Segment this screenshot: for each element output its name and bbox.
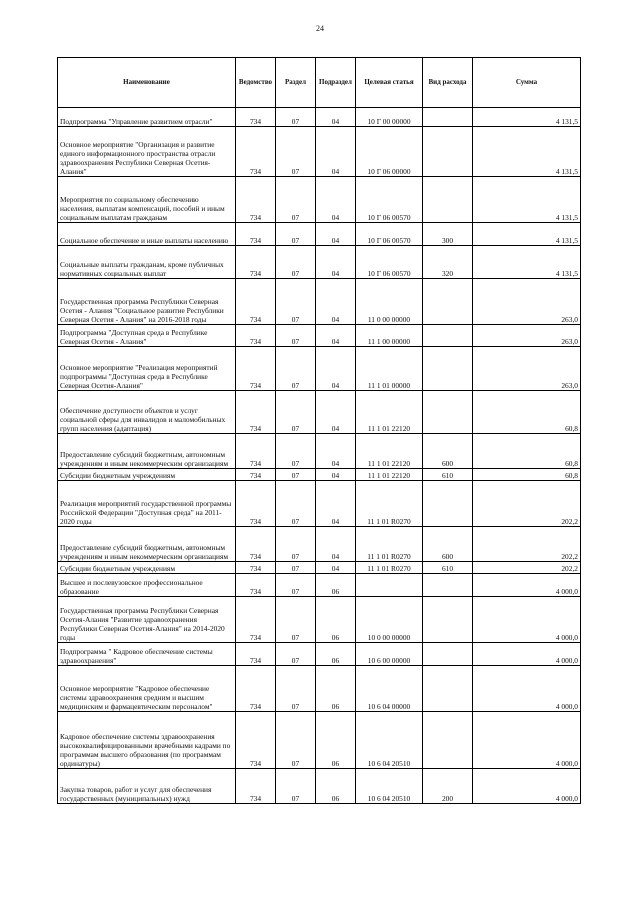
table-row <box>58 527 581 562</box>
column-header-department: Ведомство <box>236 58 276 108</box>
cell-department: 734 <box>236 597 276 643</box>
cell-section: 07 <box>276 643 316 666</box>
cell-target-article: 11 0 00 00000 <box>356 279 423 325</box>
cell-sum: 4 000,0 <box>473 712 581 769</box>
cell-department: 734 <box>236 712 276 769</box>
cell-sum: 263,0 <box>473 279 581 325</box>
cell-sum: 60,8 <box>473 469 581 481</box>
cell-name: Обеспечение доступности объектов и услуг социальной сферы для инвалидов и маломобильных групп населения (адаптация) <box>58 391 236 434</box>
cell-target-article: 11 1 01 R0270 <box>356 562 423 574</box>
cell-sum: 202,2 <box>473 527 581 562</box>
cell-name: Реализация мероприятий государственной программы Российской Федерации "Доступная среда" на 2011-2020 годы <box>58 481 236 527</box>
cell-target-article: 11 1 01 22120 <box>356 469 423 481</box>
cell-name: Подпрограмма "Доступная среда в Республике Северная Осетия - Алания" <box>58 325 236 347</box>
cell-department: 734 <box>236 562 276 574</box>
table-row <box>58 643 581 666</box>
cell-department: 734 <box>236 347 276 391</box>
cell-subsection: 04 <box>316 481 356 527</box>
cell-department: 734 <box>236 325 276 347</box>
cell-sum: 4 131,5 <box>473 223 581 246</box>
cell-section: 07 <box>276 712 316 769</box>
cell-sum: 60,8 <box>473 391 581 434</box>
cell-department: 734 <box>236 469 276 481</box>
cell-subsection: 04 <box>316 246 356 279</box>
cell-sum: 4 000,0 <box>473 574 581 597</box>
cell-sum: 60,8 <box>473 434 581 469</box>
table-row <box>58 347 581 391</box>
cell-sum: 4 131,5 <box>473 246 581 279</box>
table-row <box>58 481 581 527</box>
cell-name: Основное мероприятие "Реализация мероприятий подпрограммы "Доступная среда в Республике Северная Осетия-Алания" <box>58 347 236 391</box>
cell-expense-type <box>423 108 473 127</box>
cell-name: Субсидии бюджетным учреждениям <box>58 562 236 574</box>
cell-sum: 4 000,0 <box>473 769 581 804</box>
cell-section: 07 <box>276 574 316 597</box>
cell-subsection: 06 <box>316 666 356 712</box>
cell-section: 07 <box>276 127 316 177</box>
cell-department: 734 <box>236 127 276 177</box>
cell-section: 07 <box>276 481 316 527</box>
cell-sum: 263,0 <box>473 325 581 347</box>
cell-department: 734 <box>236 223 276 246</box>
cell-expense-type <box>423 481 473 527</box>
cell-expense-type: 600 <box>423 527 473 562</box>
cell-name: Социальные выплаты гражданам, кроме публичных нормативных социальных выплат <box>58 246 236 279</box>
cell-subsection: 06 <box>316 597 356 643</box>
cell-section: 07 <box>276 434 316 469</box>
cell-expense-type <box>423 391 473 434</box>
cell-section: 07 <box>276 279 316 325</box>
table-row <box>58 127 581 177</box>
cell-name: Субсидии бюджетным учреждениям <box>58 469 236 481</box>
table-row <box>58 177 581 223</box>
table-row <box>58 279 581 325</box>
cell-target-article <box>356 574 423 597</box>
cell-name: Подпрограмма "Управление развитием отрасли" <box>58 108 236 127</box>
cell-expense-type <box>423 574 473 597</box>
cell-subsection: 06 <box>316 574 356 597</box>
cell-target-article: 11 1 00 00000 <box>356 325 423 347</box>
cell-section: 07 <box>276 666 316 712</box>
cell-target-article: 11 1 01 00000 <box>356 347 423 391</box>
cell-expense-type <box>423 666 473 712</box>
cell-expense-type: 300 <box>423 223 473 246</box>
cell-subsection: 06 <box>316 643 356 666</box>
cell-section: 07 <box>276 177 316 223</box>
cell-expense-type: 610 <box>423 562 473 574</box>
cell-expense-type <box>423 325 473 347</box>
table-row <box>58 434 581 469</box>
cell-target-article: 10 Г 06 00570 <box>356 246 423 279</box>
cell-expense-type <box>423 597 473 643</box>
cell-department: 734 <box>236 108 276 127</box>
cell-expense-type: 320 <box>423 246 473 279</box>
cell-department: 734 <box>236 279 276 325</box>
cell-subsection: 04 <box>316 177 356 223</box>
cell-department: 734 <box>236 481 276 527</box>
cell-name: Государственная программа Республики Северная Осетия-Алания "Развитие здравоохранения Республики Северная Осетия-Алания" на 2014-2020 годы <box>58 597 236 643</box>
cell-section: 07 <box>276 108 316 127</box>
cell-section: 07 <box>276 325 316 347</box>
cell-target-article: 10 Г 06 00570 <box>356 223 423 246</box>
cell-sum: 4 000,0 <box>473 643 581 666</box>
table-row <box>58 223 581 246</box>
cell-target-article: 11 1 01 R0270 <box>356 481 423 527</box>
column-header-subsection: Подраздел <box>316 58 356 108</box>
cell-name: Высшее и послевузовское профессиональное образование <box>58 574 236 597</box>
cell-subsection: 04 <box>316 434 356 469</box>
cell-department: 734 <box>236 574 276 597</box>
cell-subsection: 04 <box>316 279 356 325</box>
cell-expense-type: 200 <box>423 769 473 804</box>
table-row <box>58 325 581 347</box>
cell-name: Основное мероприятие "Кадровое обеспечение системы здравоохранения средним и высшим медицинским и фармацевтическим персоналом" <box>58 666 236 712</box>
budget-table <box>57 57 581 804</box>
column-header-section: Раздел <box>276 58 316 108</box>
cell-department: 734 <box>236 391 276 434</box>
cell-department: 734 <box>236 177 276 223</box>
cell-department: 734 <box>236 666 276 712</box>
cell-sum: 4 131,5 <box>473 177 581 223</box>
cell-section: 07 <box>276 527 316 562</box>
cell-section: 07 <box>276 391 316 434</box>
cell-subsection: 06 <box>316 712 356 769</box>
cell-sum: 202,2 <box>473 562 581 574</box>
cell-name: Основное мероприятие "Организация и развитие единого информационного пространства отрасли здравоохранения Республики Северная Осетия-Алания" <box>58 127 236 177</box>
cell-name: Кадровое обеспечение системы здравоохранения высококвалифицированными врачебными кадрами по программам высшего образования (по программам ординатуры) <box>58 712 236 769</box>
cell-sum: 4 131,5 <box>473 108 581 127</box>
cell-target-article: 11 1 01 22120 <box>356 391 423 434</box>
cell-expense-type <box>423 177 473 223</box>
cell-target-article: 11 1 01 R0270 <box>356 527 423 562</box>
column-header-expense-type: Вид расхода <box>423 58 473 108</box>
cell-section: 07 <box>276 769 316 804</box>
cell-target-article: 10 Г 06 00000 <box>356 127 423 177</box>
column-header-sum: Сумма <box>473 58 581 108</box>
cell-subsection: 04 <box>316 469 356 481</box>
cell-expense-type <box>423 279 473 325</box>
table-row <box>58 769 581 804</box>
cell-expense-type <box>423 347 473 391</box>
cell-target-article: 10 Г 00 00000 <box>356 108 423 127</box>
cell-name: Закупка товаров, работ и услуг для обеспечения государственных (муниципальных) нужд <box>58 769 236 804</box>
cell-section: 07 <box>276 246 316 279</box>
cell-sum: 263,0 <box>473 347 581 391</box>
cell-subsection: 04 <box>316 325 356 347</box>
cell-name: Социальное обеспечение и иные выплаты населению <box>58 223 236 246</box>
cell-expense-type <box>423 643 473 666</box>
cell-expense-type <box>423 712 473 769</box>
cell-subsection: 04 <box>316 223 356 246</box>
table-row <box>58 469 581 481</box>
cell-section: 07 <box>276 347 316 391</box>
cell-subsection: 06 <box>316 769 356 804</box>
cell-name: Подпрограмма " Кадровое обеспечение системы здравоохранения" <box>58 643 236 666</box>
cell-expense-type: 600 <box>423 434 473 469</box>
cell-target-article: 10 6 04 20510 <box>356 769 423 804</box>
cell-name: Предоставление субсидий бюджетным, автономным учреждениям и иным некоммерческим организациям <box>58 434 236 469</box>
cell-subsection: 04 <box>316 562 356 574</box>
cell-subsection: 04 <box>316 527 356 562</box>
cell-subsection: 04 <box>316 347 356 391</box>
table-row <box>58 712 581 769</box>
cell-department: 734 <box>236 434 276 469</box>
cell-section: 07 <box>276 562 316 574</box>
table-row <box>58 666 581 712</box>
cell-department: 734 <box>236 769 276 804</box>
cell-department: 734 <box>236 246 276 279</box>
cell-department: 734 <box>236 527 276 562</box>
cell-expense-type: 610 <box>423 469 473 481</box>
column-header-target-article: Целевая статья <box>356 58 423 108</box>
cell-target-article: 10 0 00 00000 <box>356 597 423 643</box>
cell-sum: 4 131,5 <box>473 127 581 177</box>
cell-section: 07 <box>276 223 316 246</box>
table-row <box>58 391 581 434</box>
table-row <box>58 597 581 643</box>
cell-expense-type <box>423 127 473 177</box>
cell-section: 07 <box>276 597 316 643</box>
cell-subsection: 04 <box>316 127 356 177</box>
cell-target-article: 11 1 01 22120 <box>356 434 423 469</box>
cell-target-article: 10 6 00 00000 <box>356 643 423 666</box>
table-row <box>58 246 581 279</box>
column-header-name: Наименование <box>58 58 236 108</box>
table-header-row <box>58 58 581 108</box>
cell-sum: 4 000,0 <box>473 666 581 712</box>
cell-name: Мероприятия по социальному обеспечению населения, выплатам компенсаций, пособий и иным социальным выплатам гражданам <box>58 177 236 223</box>
cell-target-article: 10 6 04 00000 <box>356 666 423 712</box>
cell-department: 734 <box>236 643 276 666</box>
cell-subsection: 04 <box>316 391 356 434</box>
cell-subsection: 04 <box>316 108 356 127</box>
cell-name: Предоставление субсидий бюджетным, автономным учреждениям и иным некоммерческим организациям <box>58 527 236 562</box>
cell-section: 07 <box>276 469 316 481</box>
cell-sum: 4 000,0 <box>473 597 581 643</box>
cell-name: Государственная программа Республики Северная Осетия - Алания "Социальное развитие Республики Северная Осетия - Алания" на 2016-2018 годы <box>58 279 236 325</box>
table-row <box>58 108 581 127</box>
page-number: 24 <box>316 24 324 33</box>
cell-target-article: 10 6 04 20510 <box>356 712 423 769</box>
cell-sum: 202,2 <box>473 481 581 527</box>
cell-target-article: 10 Г 06 00570 <box>356 177 423 223</box>
table-row <box>58 574 581 597</box>
table-row <box>58 562 581 574</box>
